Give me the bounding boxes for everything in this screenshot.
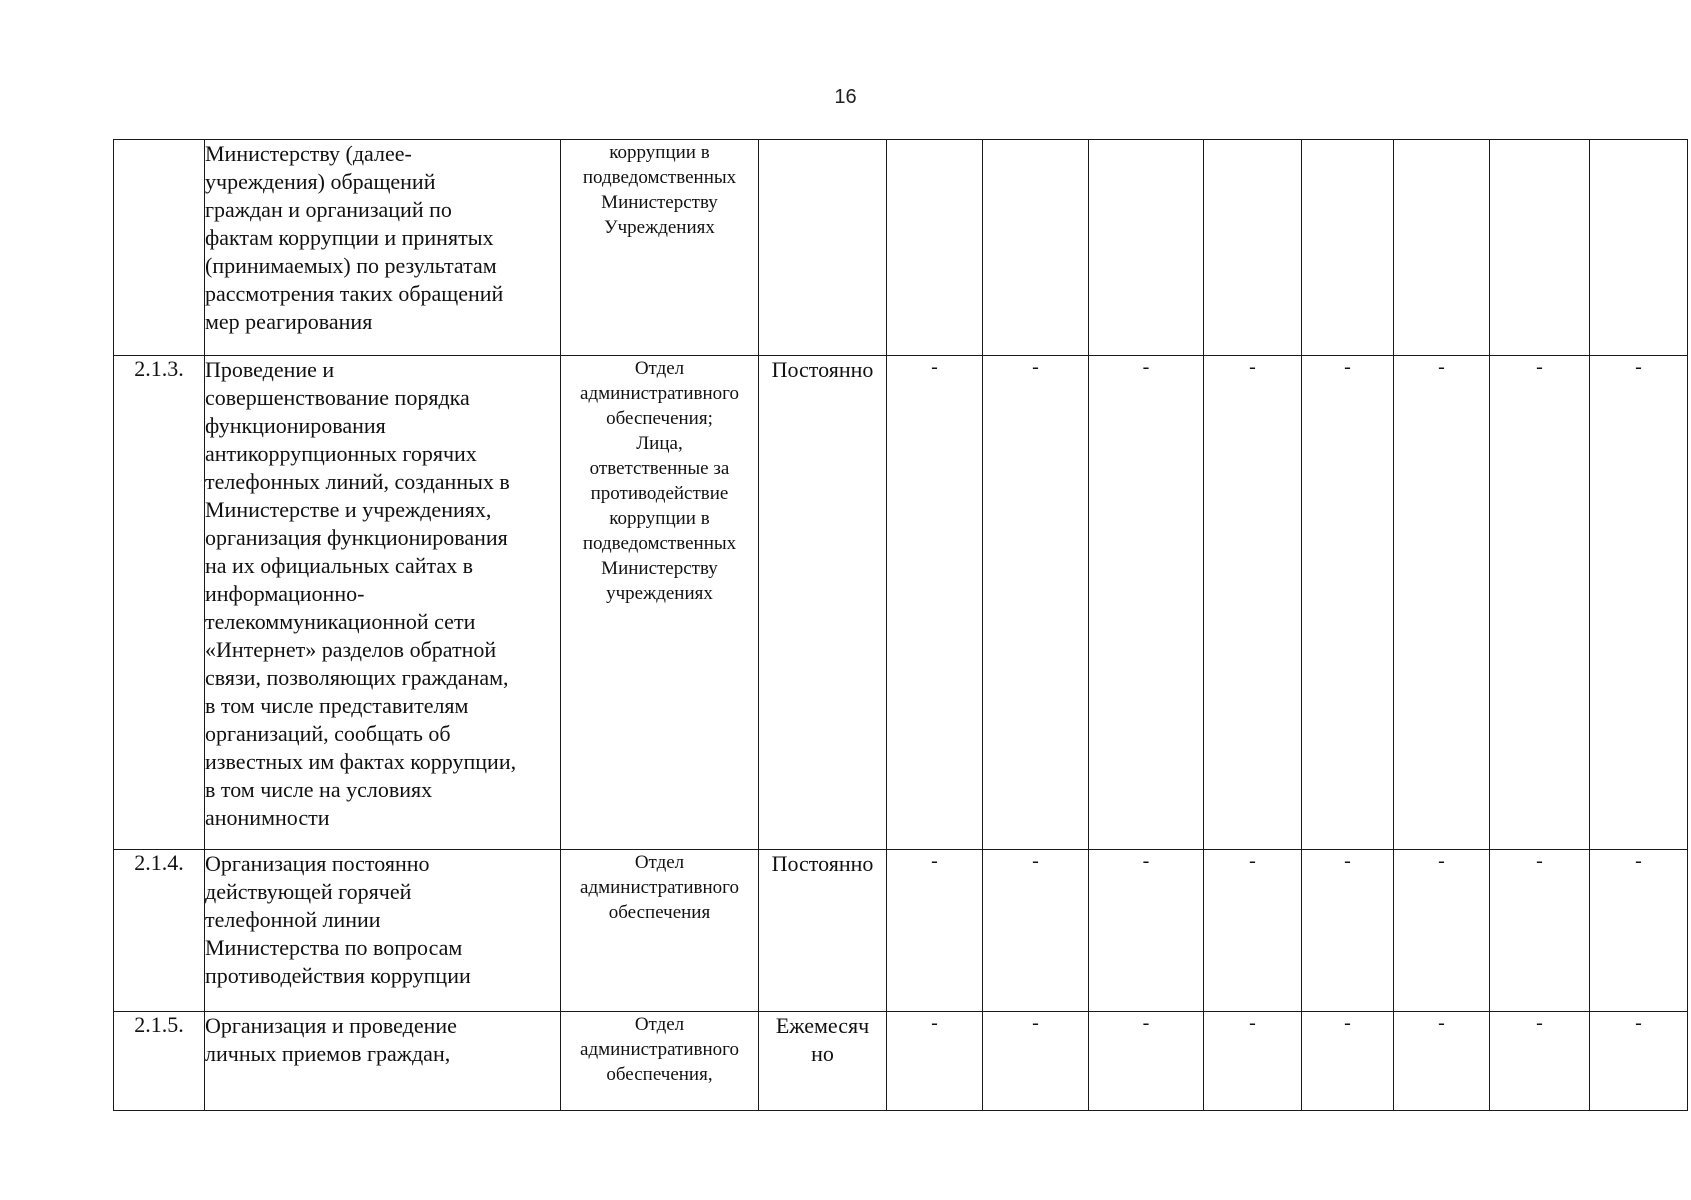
measure-description-line: фактам коррупции и принятых bbox=[205, 225, 494, 250]
item-number-cell bbox=[114, 140, 205, 356]
value-cell bbox=[1490, 140, 1590, 356]
value-cell bbox=[1302, 140, 1394, 356]
measure-description-line: личных приемов граждан, bbox=[205, 1041, 451, 1066]
measure-description-line: на их официальных сайтах в bbox=[205, 553, 474, 578]
responsible-line: учреждениях bbox=[606, 583, 713, 604]
measure-description-line: телефонной линии bbox=[205, 907, 381, 932]
responsible-line: административного bbox=[580, 877, 739, 898]
value-cell: - bbox=[1089, 850, 1204, 1012]
responsible-line: Отдел bbox=[634, 358, 685, 379]
measure-description-cell bbox=[205, 850, 561, 1012]
measure-description-cell bbox=[205, 1012, 561, 1111]
responsible-cell bbox=[561, 140, 759, 356]
measure-description-line: Министерстве и учреждениях, bbox=[205, 497, 492, 522]
page-number: 16 bbox=[834, 86, 857, 108]
measure-description-line: совершенствование порядка bbox=[205, 385, 470, 410]
value-cell: - bbox=[983, 356, 1089, 850]
value-cell: - bbox=[1302, 1012, 1394, 1111]
value-cell: - bbox=[1394, 850, 1490, 1012]
value-cell bbox=[887, 140, 983, 356]
deadline-cell bbox=[759, 140, 887, 356]
value-cell: - bbox=[887, 1012, 983, 1111]
deadline-cell bbox=[759, 850, 887, 1012]
responsible-cell bbox=[561, 850, 759, 1012]
table-body bbox=[114, 140, 1688, 1111]
value-cell bbox=[1089, 140, 1204, 356]
value-cell: - bbox=[1394, 1012, 1490, 1111]
item-number-cell: 2.1.5. bbox=[114, 1012, 205, 1111]
deadline-line: Постоянно bbox=[771, 357, 874, 382]
table-row bbox=[114, 356, 1688, 850]
value-cell bbox=[983, 140, 1089, 356]
value-cell: - bbox=[887, 850, 983, 1012]
responsible-line: обеспечения bbox=[608, 902, 711, 923]
value-cell: - bbox=[1302, 850, 1394, 1012]
measure-description-line: информационно- bbox=[205, 581, 365, 606]
value-cell: - bbox=[1089, 1012, 1204, 1111]
measure-description-line: граждан и организаций по bbox=[205, 197, 452, 222]
value-cell: - bbox=[1490, 850, 1590, 1012]
measure-description-line: Министерства по вопросам bbox=[205, 935, 463, 960]
responsible-line: Министерству bbox=[601, 192, 718, 213]
measure-description-line: телефонных линий, созданных в bbox=[205, 469, 510, 494]
measure-description-line: учреждения) обращений bbox=[205, 169, 436, 194]
responsible-line: коррупции в bbox=[609, 142, 710, 163]
value-cell: - bbox=[1490, 356, 1590, 850]
responsible-line: обеспечения, bbox=[606, 1064, 713, 1085]
responsible-line: коррупции в bbox=[609, 508, 710, 529]
value-cell: - bbox=[1302, 356, 1394, 850]
responsible-line: обеспечения; bbox=[606, 408, 713, 429]
deadline-cell bbox=[759, 1012, 887, 1111]
measures-table bbox=[113, 139, 1688, 1111]
value-cell: - bbox=[1590, 850, 1688, 1012]
responsible-line: Лица, bbox=[636, 433, 683, 454]
table-row bbox=[114, 140, 1688, 356]
deadline-line: Ежемесяч bbox=[775, 1013, 870, 1038]
responsible-line: противодействие bbox=[590, 483, 729, 504]
responsible-line: Отдел bbox=[634, 1014, 685, 1035]
measure-description-cell bbox=[205, 356, 561, 850]
measure-description-line: функционирования bbox=[205, 413, 386, 438]
measure-description-line: Министерству (далее- bbox=[205, 141, 412, 166]
measure-description-line: противодействия коррупции bbox=[205, 963, 471, 988]
value-cell: - bbox=[983, 850, 1089, 1012]
measure-description-line: в том числе представителям bbox=[205, 693, 469, 718]
value-cell: - bbox=[1204, 356, 1302, 850]
measure-description-line: мер реагирования bbox=[205, 309, 373, 334]
value-cell bbox=[1204, 140, 1302, 356]
value-cell bbox=[1590, 140, 1688, 356]
measure-description-line: известных им фактах коррупции, bbox=[205, 749, 517, 774]
measure-description-line: рассмотрения таких обращений bbox=[205, 281, 504, 306]
deadline-line: но bbox=[811, 1041, 834, 1066]
responsible-line: Учреждениях bbox=[604, 217, 715, 238]
responsible-line: Отдел bbox=[634, 852, 685, 873]
responsible-line: ответственные за bbox=[589, 458, 730, 479]
measure-description-line: организация функционирования bbox=[205, 525, 508, 550]
deadline-cell bbox=[759, 356, 887, 850]
value-cell: - bbox=[1089, 356, 1204, 850]
responsible-line: подведомственных bbox=[582, 167, 737, 188]
item-number-cell: 2.1.3. bbox=[114, 356, 205, 850]
measure-description-line: (принимаемых) по результатам bbox=[205, 253, 497, 278]
measure-description-line: связи, позволяющих гражданам, bbox=[205, 665, 509, 690]
value-cell: - bbox=[1590, 356, 1688, 850]
measure-description-line: Проведение и bbox=[205, 357, 335, 382]
value-cell: - bbox=[1394, 356, 1490, 850]
deadline-line: Постоянно bbox=[771, 851, 874, 876]
measure-description-cell bbox=[205, 140, 561, 356]
measure-description-line: в том числе на условиях bbox=[205, 777, 433, 802]
measure-description-line: антикоррупционных горячих bbox=[205, 441, 477, 466]
value-cell: - bbox=[1204, 850, 1302, 1012]
measure-description-line: анонимности bbox=[205, 805, 330, 830]
measure-description-line: телекоммуникационной сети bbox=[205, 609, 476, 634]
value-cell: - bbox=[1490, 1012, 1590, 1111]
value-cell: - bbox=[887, 356, 983, 850]
measure-description-line: «Интернет» разделов обратной bbox=[205, 637, 497, 662]
table-row bbox=[114, 1012, 1688, 1111]
responsible-line: Министерству bbox=[601, 558, 718, 579]
responsible-line: подведомственных bbox=[582, 533, 737, 554]
table-row bbox=[114, 850, 1688, 1012]
responsible-line: административного bbox=[580, 1039, 739, 1060]
measure-description-line: действующей горячей bbox=[205, 879, 412, 904]
responsible-line: административного bbox=[580, 383, 739, 404]
value-cell: - bbox=[1590, 1012, 1688, 1111]
measure-description-line: организаций, сообщать об bbox=[205, 721, 451, 746]
responsible-cell bbox=[561, 1012, 759, 1111]
value-cell bbox=[1394, 140, 1490, 356]
measure-description-line: Организация и проведение bbox=[205, 1013, 457, 1038]
responsible-cell bbox=[561, 356, 759, 850]
value-cell: - bbox=[983, 1012, 1089, 1111]
item-number-cell: 2.1.4. bbox=[114, 850, 205, 1012]
measure-description-line: Организация постоянно bbox=[205, 851, 430, 876]
value-cell: - bbox=[1204, 1012, 1302, 1111]
